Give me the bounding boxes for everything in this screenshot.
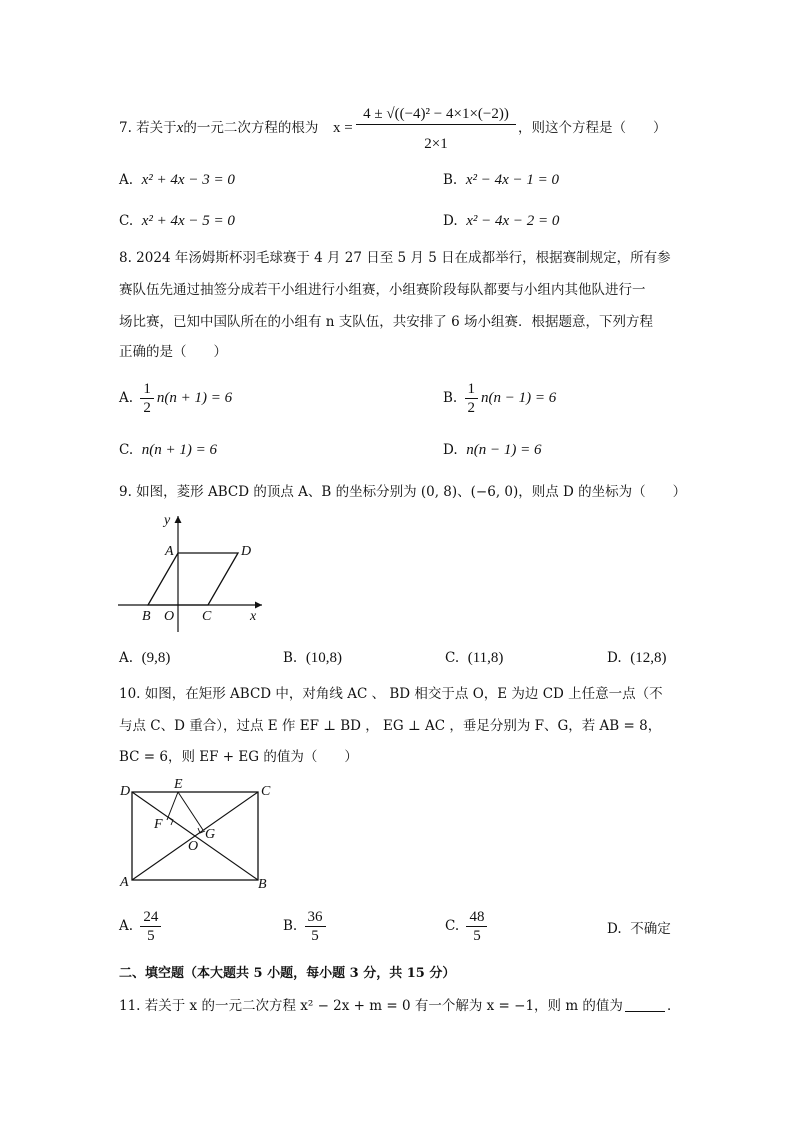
- q7-lhs: x =: [333, 120, 353, 136]
- q10-line-3: BC = 6，则 EF + EG 的值为（ ）: [119, 749, 358, 765]
- q7-option-c: C. x² + 4x − 5 = 0: [119, 213, 235, 229]
- q8-line-1: 8. 2024 年汤姆斯杯羽毛球赛于 4 月 27 日至 5 月 5 日在成都举行，根据赛制规定，所有参: [119, 250, 671, 266]
- q8-line-2: 赛队伍先通过抽签分成若干小组进行小组赛，小组赛阶段每队都要与小组内其他队进行一: [119, 282, 646, 298]
- q10-option-b: B. $\frac{36}{5}$: [283, 908, 329, 945]
- q9-label-x: x: [250, 609, 257, 624]
- q9-option-b: B. (10,8): [283, 650, 343, 666]
- q10-label-f: F: [154, 817, 163, 832]
- q9-option-d: D. (12,8): [607, 650, 667, 666]
- q7-post: ，则这个方程是（ ）: [518, 120, 667, 136]
- q8-option-a: A. $\frac{1}{2}$ n(n + 1) = 6: [119, 381, 233, 416]
- q7-pre: 7. 若关于: [119, 120, 177, 136]
- q7-denominator: 2×1: [424, 136, 448, 152]
- q10-rectangle-figure: [112, 776, 282, 892]
- q10-label-a: A: [120, 875, 129, 890]
- q10-line-1: 10. 如图，在矩形 ABCD 中，对角线 AC 、 BD 相交于点 O，E 为边 CD 上任意一点（不: [119, 686, 663, 702]
- q9-label-a: A: [165, 544, 174, 559]
- q10-right-angle-g: [198, 828, 205, 833]
- q7-var: x: [176, 120, 184, 136]
- q7-option-a: A. x² + 4x − 3 = 0: [119, 172, 235, 188]
- q9-rhombus: [148, 553, 238, 605]
- q8-line-3: 场比赛，已知中国队所在的小组有 n 支队伍，共安排了 6 场小组赛．根据题意，下列方程: [119, 314, 653, 330]
- q11-stem: 11. 若关于 x 的一元二次方程 x² − 2x + m = 0 有一个解为 x = −1，则 m 的值为 ．: [119, 998, 681, 1014]
- q10-line-2: 与点 C、D 重合），过点 E 作 EF ⊥ BD ， EG ⊥ AC ，垂足分别为 F、G，若 AB = 8，: [119, 718, 662, 734]
- q10-option-c: C. $\frac{48}{5}$: [445, 908, 490, 945]
- q7-numerator: 4 ± √((−4)² − 4×1×(−2)): [356, 104, 516, 125]
- q10-label-c: C: [261, 784, 271, 799]
- q10-segment-eg: [178, 792, 203, 830]
- q9-option-a: A. (9,8): [119, 650, 171, 666]
- q7-mid: 的一元二次方程的根为: [183, 120, 319, 136]
- q7-option-d: D. x² − 4x − 2 = 0: [443, 213, 560, 229]
- q10-label-b: B: [258, 877, 267, 892]
- q7-stem: [119, 118, 318, 138]
- q10-segment-ef: [167, 792, 178, 820]
- q10-label-d: D: [120, 784, 131, 799]
- q9-stem: 9. 如图，菱形 ABCD 的顶点 A、B 的坐标分别为 (0, 8)、(−6, 0)，则点 D 的坐标为（ ）: [119, 484, 687, 500]
- q8-option-d: D. n(n − 1) = 6: [443, 442, 542, 458]
- q9-label-d: D: [241, 544, 252, 559]
- q9-label-o: O: [164, 609, 175, 624]
- q9-rhombus-figure: [110, 510, 280, 640]
- q9-label-b: B: [142, 609, 151, 624]
- q8-option-c: C. n(n + 1) = 6: [119, 442, 217, 458]
- q10-label-g: G: [205, 827, 216, 842]
- q10-label-e: E: [174, 777, 183, 792]
- q10-option-a: A. $\frac{24}{5}$: [119, 908, 164, 945]
- q8-line-4: 正确的是（ ）: [119, 344, 227, 360]
- section-2-title: 二、填空题（本大题共 5 小题，每小题 3 分，共 15 分）: [119, 966, 456, 981]
- q7-option-b: B. x² − 4x − 1 = 0: [443, 172, 559, 188]
- q11-answer-blank[interactable]: [625, 1011, 665, 1012]
- q10-label-o: O: [188, 839, 199, 854]
- q9-label-y: y: [164, 513, 171, 528]
- q9-label-c: C: [202, 609, 212, 624]
- q9-option-c: C. (11,8): [445, 650, 504, 666]
- q10-option-d: D. 不确定: [607, 921, 671, 937]
- q8-option-b: B. $\frac{1}{2}$ n(n − 1) = 6: [443, 381, 557, 416]
